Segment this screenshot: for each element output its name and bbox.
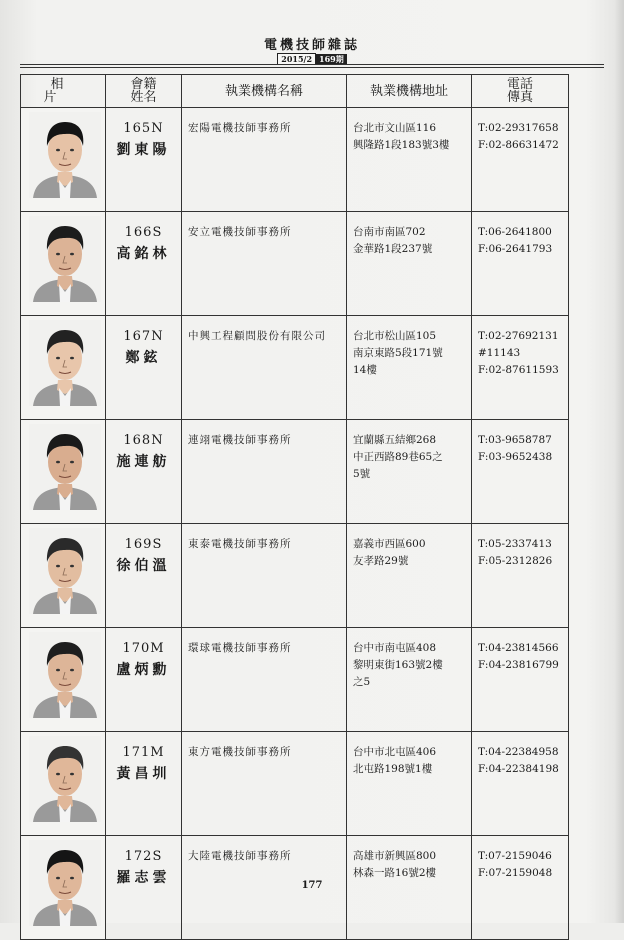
header-phone-line1: 電話 [506,77,533,92]
phone-line: T:04-22384958 [478,746,559,758]
member-name: 徐伯溫 [116,558,171,574]
firm-name: 東泰電機技師事務所 [182,524,347,628]
address-line: 中正西路89巷65之 [353,451,443,463]
phone-line: F:06-2641793 [478,243,553,255]
page-edge-shadow [614,0,624,923]
address-line: 林森一路16號2樓 [353,867,437,879]
phone-fax [472,212,569,316]
magazine-title: 電機技師雜誌 [263,38,360,53]
address-line: 嘉義市西區600 [353,538,426,550]
phone-line: T:04-23814566 [478,642,559,654]
phone-line: T:02-29317658 [478,122,559,134]
address-line: 之5 [353,676,371,688]
member-name: 盧炳勳 [116,662,171,678]
photo-cell [21,316,106,420]
member-name: 施連舫 [116,454,171,470]
firm-address [347,732,472,836]
header-address: 執業機構地址 [347,75,472,108]
firm-address [347,628,472,732]
address-line: 金華路1段237號 [353,243,433,255]
address-line: 14樓 [353,364,377,376]
firm-address [347,316,472,420]
member-cell [106,420,182,524]
phone-line: F:03-9652438 [478,451,553,463]
member-portrait [29,632,101,718]
address-line: 台中市北屯區406 [353,746,437,758]
member-reg-no: 167N [123,329,164,344]
phone-fax [472,420,569,524]
photo-cell [21,420,106,524]
firm-name: 連翊電機技師事務所 [182,420,347,524]
member-reg-no: 165N [123,121,164,136]
table-header-row [21,75,569,108]
firm-address [347,212,472,316]
member-cell [106,316,182,420]
firm-name: 安立電機技師事務所 [182,212,347,316]
phone-line: T:02-27692131 [478,330,559,342]
table-row [21,732,569,836]
phone-line: T:05-2337413 [478,538,552,550]
member-reg-no: 169S [124,537,163,552]
member-cell [106,524,182,628]
address-line: 友孝路29號 [353,555,409,567]
address-line: 黎明東街163號2樓 [353,659,443,671]
table-row [21,108,569,212]
member-name: 鄭鉉 [125,350,162,366]
photo-cell [21,732,106,836]
header-rule-top [20,64,604,65]
address-line: 台中市南屯區408 [353,642,437,654]
firm-address [347,524,472,628]
header-member-line2: 姓名 [130,90,157,105]
member-portrait [29,424,101,510]
header-firm: 執業機構名稱 [182,75,347,108]
phone-line: #11143 [478,347,521,359]
photo-cell [21,212,106,316]
address-line: 興隆路1段183號3樓 [353,139,450,151]
phone-line: F:02-86631472 [478,139,559,151]
header-rule-bottom [20,67,604,68]
table-row [21,420,569,524]
firm-name: 環球電機技師事務所 [182,628,347,732]
address-line: 宜蘭縣五結鄉268 [353,434,437,446]
member-reg-no: 168N [123,433,164,448]
header-phone [472,75,569,108]
firm-name: 東方電機技師事務所 [182,732,347,836]
member-portrait [29,320,101,406]
member-cell [106,732,182,836]
phone-line: F:02-87611593 [478,364,559,376]
member-portrait [29,216,101,302]
firm-name: 宏陽電機技師事務所 [182,108,347,212]
table-row [21,628,569,732]
phone-fax [472,628,569,732]
address-line: 5號 [353,468,371,480]
phone-fax [472,108,569,212]
address-line: 北屯路198號1樓 [353,763,433,775]
table-row [21,524,569,628]
firm-name: 大陸電機技師事務所 [182,836,347,940]
issue-date: 2015/2 [277,53,316,65]
phone-fax [472,524,569,628]
member-reg-no: 172S [124,849,163,864]
member-portrait [29,112,101,198]
member-reg-no: 170M [122,641,165,656]
phone-line: T:06-2641800 [478,226,552,238]
member-name: 高銘林 [116,246,171,262]
phone-line: F:05-2312826 [478,555,553,567]
member-cell [106,628,182,732]
issue-number: 169期 [316,54,347,65]
phone-line: F:07-2159048 [478,867,553,879]
member-reg-no: 171M [122,745,165,760]
member-name: 羅志雲 [116,870,171,886]
member-cell [106,108,182,212]
table-row [21,212,569,316]
address-line: 南京東路5段171號 [353,347,443,359]
header-photo: 相片 [21,75,106,108]
phone-fax [472,732,569,836]
address-line: 高雄市新興區800 [353,850,437,862]
phone-line: F:04-23816799 [478,659,559,671]
header-member-name [106,75,182,108]
member-portrait [29,736,101,822]
header-member-line1: 會籍 [130,77,157,92]
member-table [20,74,569,940]
address-line: 台北市松山區105 [353,330,437,342]
address-line: 台南市南區702 [353,226,426,238]
firm-address [347,108,472,212]
member-reg-no: 166S [124,225,163,240]
phone-line: F:04-22384198 [478,763,559,775]
phone-line: T:03-9658787 [478,434,552,446]
phone-fax [472,316,569,420]
member-portrait [29,528,101,614]
photo-cell [21,108,106,212]
member-cell [106,212,182,316]
header-phone-line2: 傳真 [506,90,533,105]
table-row [21,316,569,420]
member-name: 黃昌圳 [116,766,171,782]
photo-cell [21,628,106,732]
photo-cell [21,524,106,628]
firm-address [347,420,472,524]
phone-line: T:07-2159046 [478,850,552,862]
page-number: 177 [301,880,323,891]
member-name: 劉東陽 [116,142,171,158]
address-line: 台北市文山區116 [353,122,437,134]
firm-name: 中興工程顧問股份有限公司 [182,316,347,420]
